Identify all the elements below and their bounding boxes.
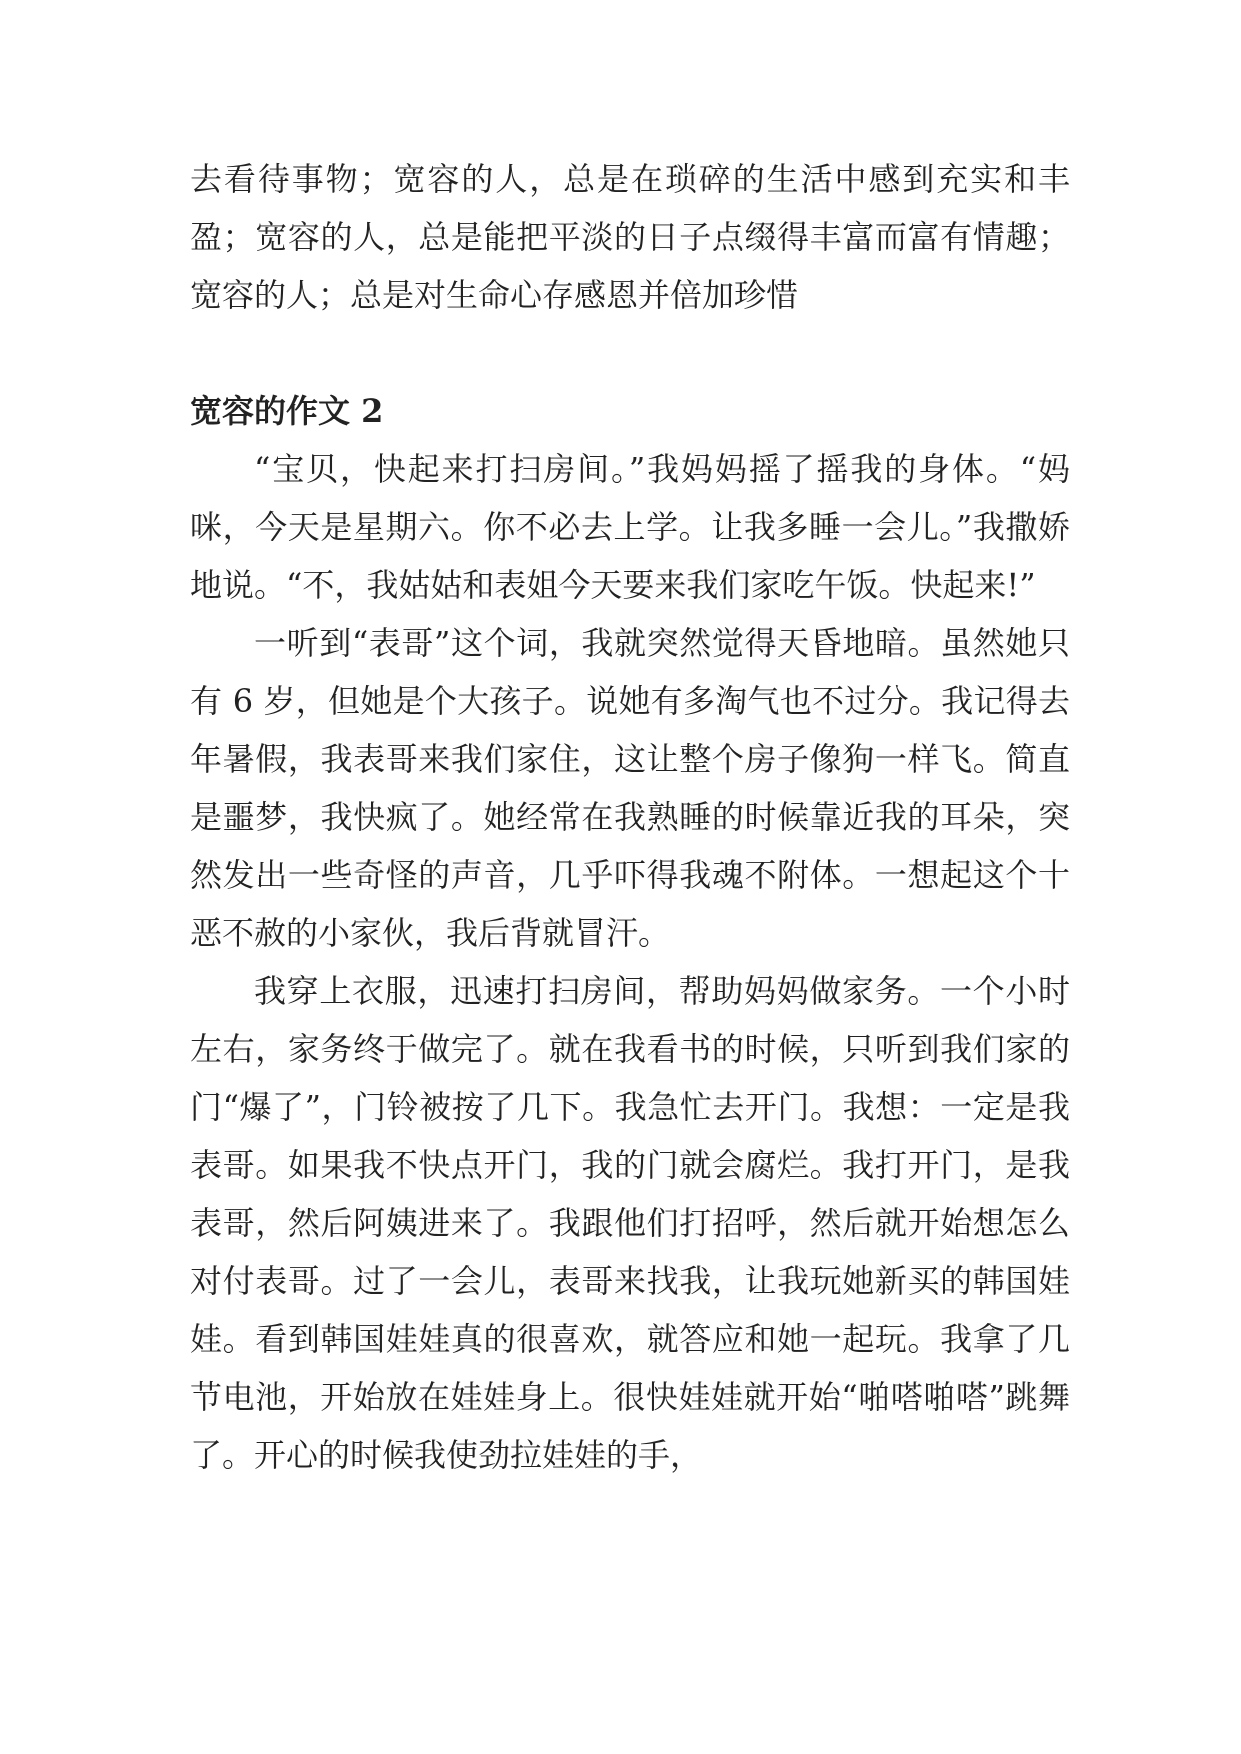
body-paragraph-1: “宝贝，快起来打扫房间。”我妈妈摇了摇我的身体。“妈咪，今天是星期六。你不必去上学。让我多睡一会儿。”我撒娇地说。“不，我姑姑和表姐今天要来我们家吃午饭。快起来!” xyxy=(190,450,1070,604)
section-spacer xyxy=(190,324,1070,382)
intro-paragraph: 去看待事物；宽容的人，总是在琐碎的生活中感到充实和丰盈；宽容的人，总是能把平淡的日子点缀得丰富而富有情趣；宽容的人；总是对生命心存感恩并倍加珍惜 xyxy=(190,160,1070,314)
document-page xyxy=(190,150,1070,1484)
body-paragraph-3: 我穿上衣服，迅速打扫房间，帮助妈妈做家务。一个小时左右，家务终于做完了。就在我看书的时候，只听到我们家的门“爆了”，门铃被按了几下。我急忙去开门。我想：一定是我表哥。如果我不快点开门，我的门就会腐烂。我打开门，是我表哥，然后阿姨进来了。我跟他们打招呼，然后就开始想怎么对付表哥。过了一会儿，表哥来找我，让我玩她新买的韩国娃娃。看到韩国娃娃真的很喜欢，就答应和她一起玩。我拿了几节电池，开始放在娃娃身上。很快娃娃就开始“啪嗒啪嗒”跳舞了。开心的时候我使劲拉娃娃的手， xyxy=(190,972,1070,1474)
section-title: 宽容的作文 2 xyxy=(190,392,384,430)
body-paragraph-2: 一听到“表哥”这个词，我就突然觉得天昏地暗。虽然她只有 6 岁，但她是个大孩子。说她有多淘气也不过分。我记得去年暑假，我表哥来我们家住，这让整个房子像狗一样飞。简直是噩梦，我快疯了。她经常在我熟睡的时候靠近我的耳朵，突然发出一些奇怪的声音，几乎吓得我魂不附体。一想起这个十恶不赦的小家伙，我后背就冒汗。 xyxy=(190,624,1070,952)
